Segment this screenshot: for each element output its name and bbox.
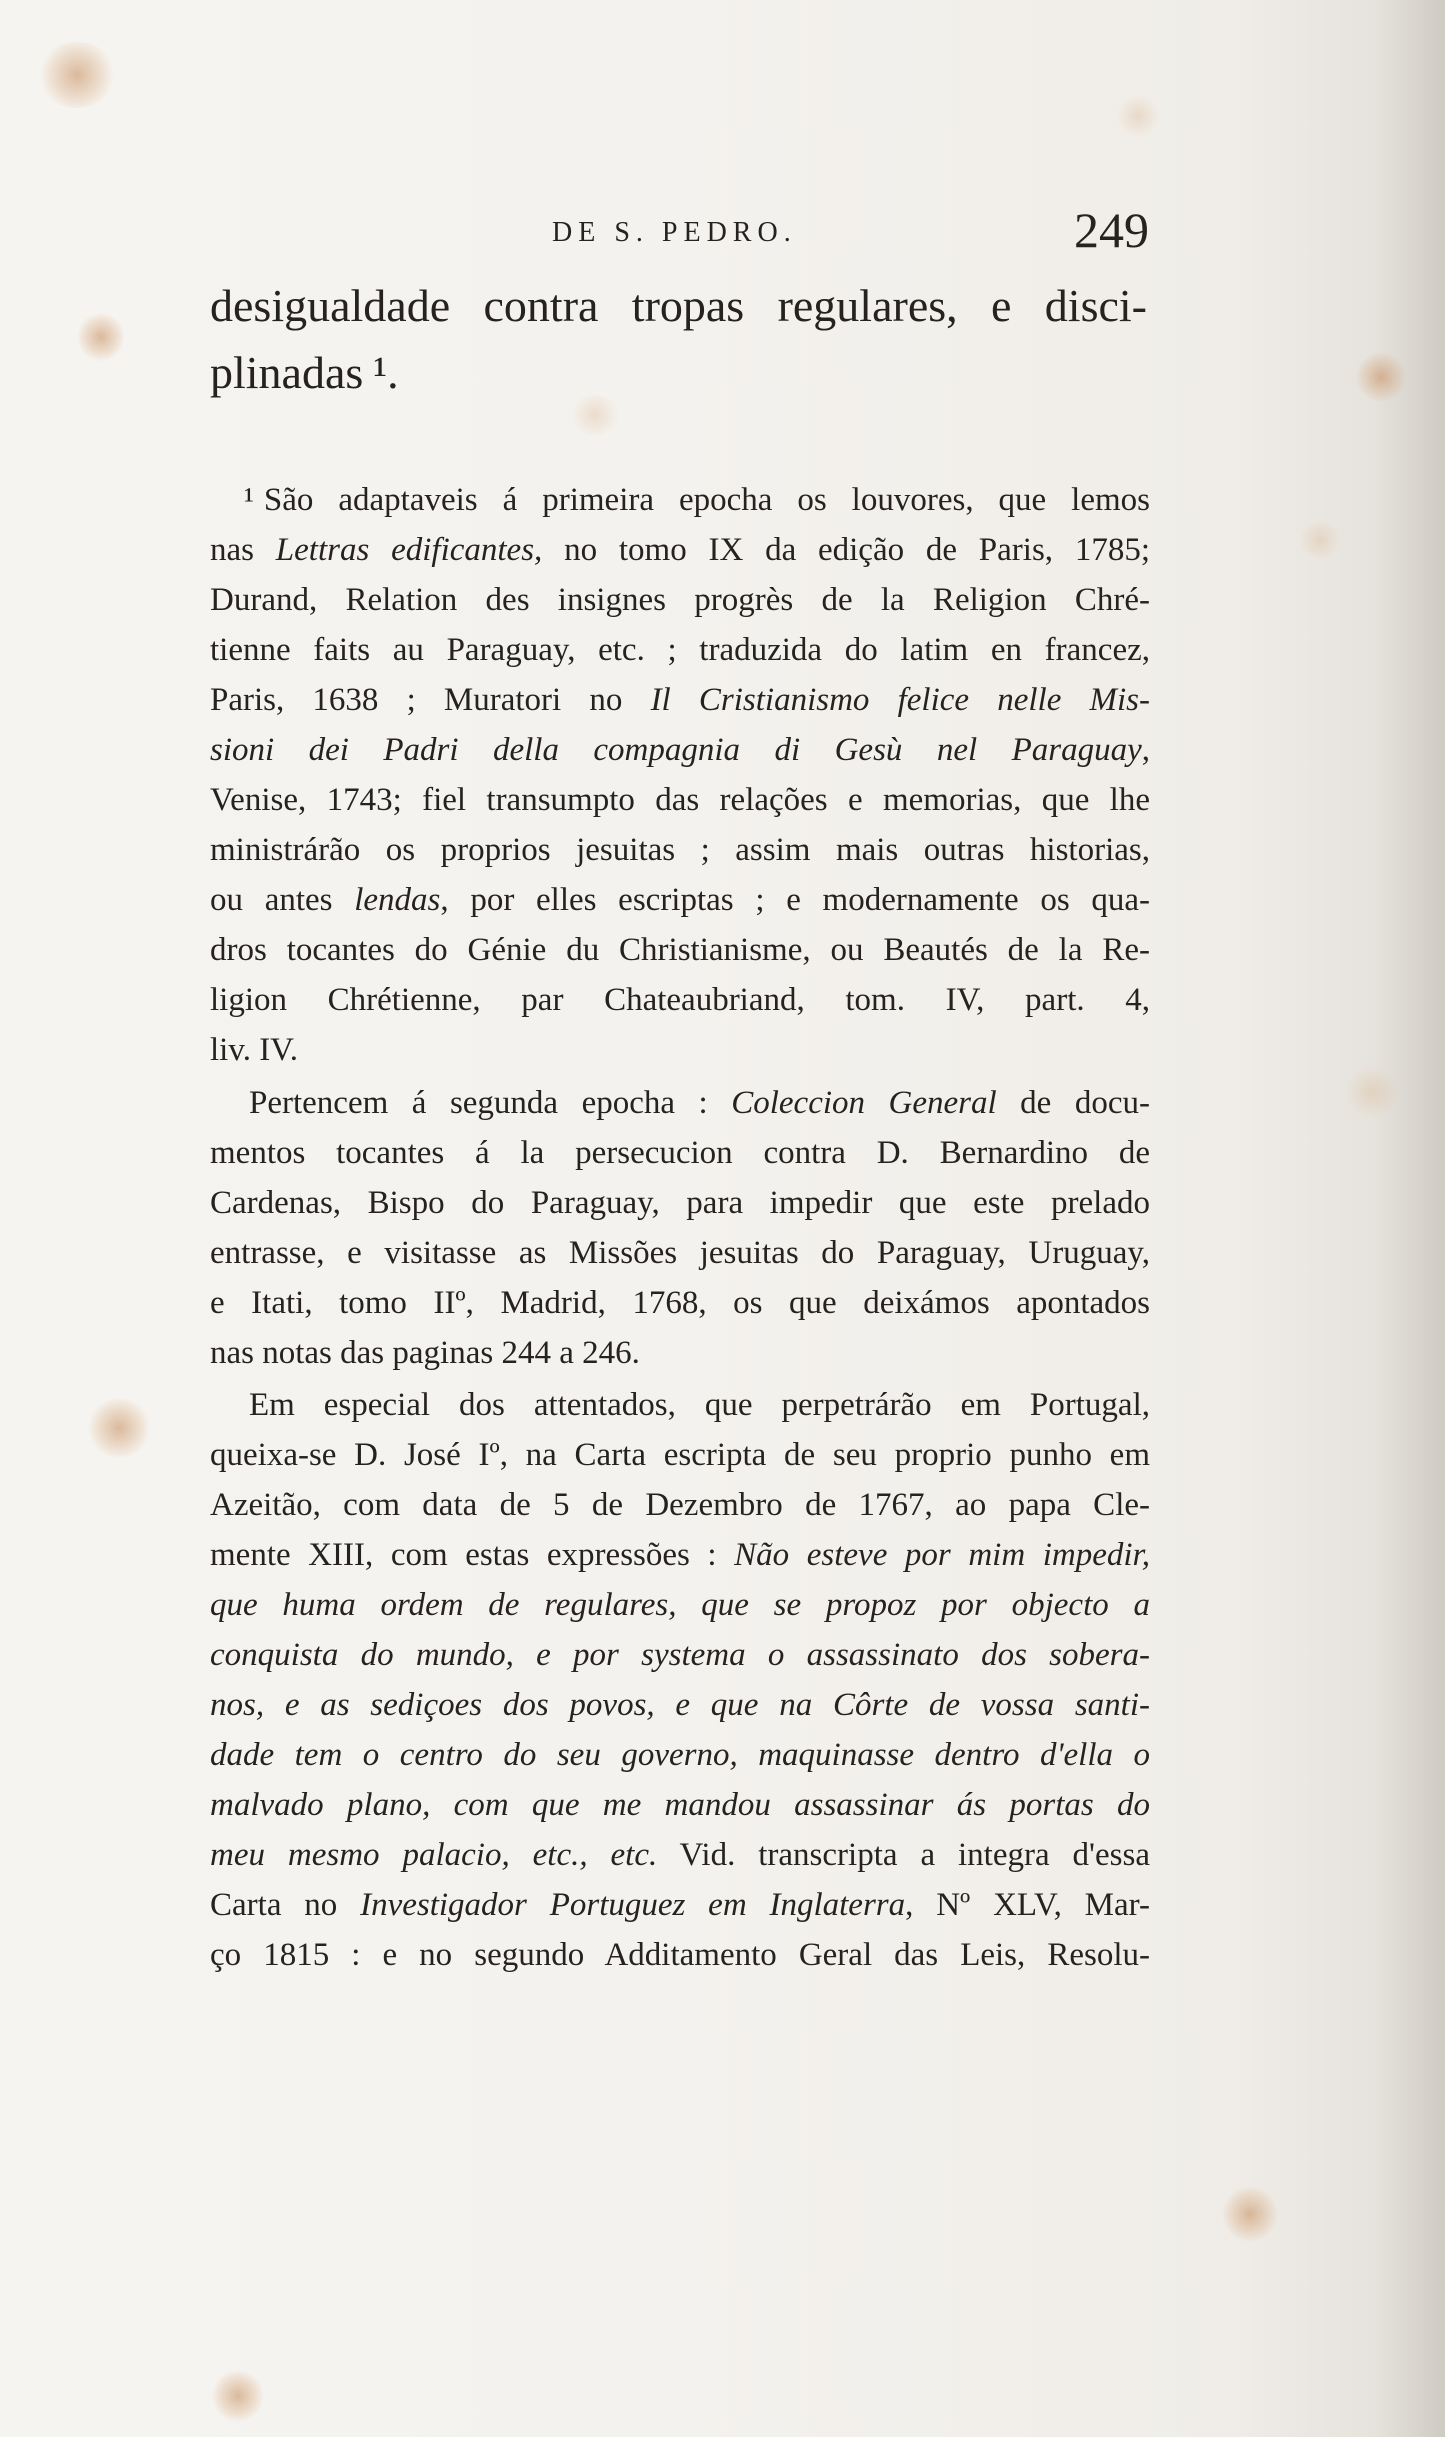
footnote-line [210,1380,1150,1430]
footnote-line [210,1078,1150,1128]
italic-text: dade tem o centro do seu governo, maquinasse dentro d'ella o [210,1737,1150,1773]
line-text: mentos tocantes á la persecucion contra D. Bernardino de [210,1135,1150,1171]
footnote-line [210,925,1150,975]
line-text: ço 1815 : e no segundo Additamento Geral das Leis, Resolu- [210,1937,1150,1973]
line-text: Venise, 1743; fiel transumpto das relações e memorias, que lhe [210,782,1150,818]
foxing-stain [1356,352,1406,402]
footnote-marker: ¹ [244,482,254,518]
italic-text: nos, e as sediçoes dos povos, e que na Côrte de vossa santi- [210,1687,1150,1723]
line-text: , Nº XLV, Mar- [905,1887,1150,1923]
line-text: Pertencem á segunda epocha : [249,1085,732,1121]
line-text: Vid. transcripta a integra d'essa [657,1837,1150,1873]
line-text: Cardenas, Bispo do Paraguay, para impedir que este prelado [210,1185,1150,1221]
foxing-stain [38,42,116,108]
footnote-line [210,1730,1150,1780]
italic-text: que huma ordem de regulares, que se propoz por objecto a [210,1587,1150,1623]
footnote-paragraph [210,475,1150,1075]
italic-text: Il Cristianismo felice nelle Mis- [650,682,1150,718]
line-text: e Itati, tomo IIº, Madrid, 1768, os que deixámos apontados [210,1285,1150,1321]
italic-text: malvado plano, com que me mandou assassinar ás portas do [210,1787,1150,1823]
italic-text: sioni dei Padri della compagnia di Gesù nel Paraguay [210,732,1142,768]
footnote-line [210,575,1150,625]
footnote-line [210,1025,1150,1075]
foxing-stain [1346,1066,1398,1118]
body-line [210,339,1147,406]
line-text: plinadas [210,347,364,398]
body-line [210,272,1147,339]
foxing-stain [1116,96,1160,136]
italic-text: Não esteve por mim impedir, [734,1537,1150,1573]
line-text: no tomo IX da edição de Paris, 1785; [542,532,1151,568]
line-text: Em especial dos attentados, que perpetrárão em Portugal, [249,1387,1150,1423]
footnote-paragraph [210,1078,1150,1378]
footnote-line [210,975,1150,1025]
footnote-line [210,1328,1150,1378]
line-text: dros tocantes do Génie du Christianisme, ou Beautés de la Re- [210,932,1150,968]
line-text: entrasse, e visitasse as Missões jesuitas do Paraguay, Uruguay, [210,1235,1150,1271]
line-text: liv. IV. [210,1032,299,1068]
line-text: ligion Chrétienne, par Chateaubriand, tom. IV, part. 4, [210,982,1150,1018]
line-text: , por elles escriptas ; e modernamente os qua- [440,882,1150,918]
line-text: desigualdade contra tropas regulares, e disci- [210,280,1147,331]
footnote-reference: ¹ [373,347,388,398]
body-text [210,272,1147,406]
footnote-line [210,525,1150,575]
footnote-line [210,1128,1150,1178]
line-text: Carta no [210,1887,361,1923]
foxing-stain [88,1398,150,1458]
footnote-line [210,1930,1150,1980]
footnote-line [210,1430,1150,1480]
footnote-line [210,1580,1150,1630]
footnote-line [210,1880,1150,1930]
line-text: de docu- [996,1085,1150,1121]
footnote-line [210,725,1150,775]
italic-text: Investigador Portuguez em Inglaterra [360,1887,906,1923]
line-text: Durand, Relation des insignes progrès de la Religion Chré- [210,582,1150,618]
footnote-line [210,875,1150,925]
line-text: . [387,347,399,398]
line-text: Paris, 1638 ; Muratori no [210,682,651,718]
footnote-line [210,1680,1150,1730]
footnote-paragraph [210,1380,1150,1980]
line-text: , [1141,732,1150,768]
footnote-line [210,1228,1150,1278]
foxing-stain [1300,520,1340,560]
footnote-line [210,825,1150,875]
page-number: 249 [1074,202,1149,258]
foxing-stain [1222,2186,1278,2242]
foxing-stain [212,2370,264,2422]
footnote-line [210,1278,1150,1328]
line-text: ou antes [210,882,355,918]
footnote-line [210,675,1150,725]
footnote-line [210,775,1150,825]
line-text: ministrárão os proprios jesuitas ; assim mais outras historias, [210,832,1150,868]
line-text: Azeitão, com data de 5 de Dezembro de 1767, ao papa Cle- [210,1487,1150,1523]
footnote-line [210,1480,1150,1530]
italic-text: meu mesmo palacio, etc., etc. [210,1837,658,1873]
line-text: nas [210,532,276,568]
footnote-line [210,1178,1150,1228]
italic-text: lendas [354,882,441,918]
footnote-line [210,475,1150,525]
footnote-line [210,1780,1150,1830]
italic-text: Lettras edificantes, [275,532,543,568]
italic-text: conquista do mundo, e por systema o assassinato dos sobera- [210,1637,1150,1673]
footnotes [210,475,1150,1980]
line-text: tienne faits au Paraguay, etc. ; traduzida do latim en francez, [210,632,1150,668]
foxing-stain [78,312,124,362]
line-text: São adaptaveis á primeira epocha os louvores, que lemos [263,482,1150,518]
footnote-line [210,625,1150,675]
line-text: mente XIII, com estas expressões : [210,1537,735,1573]
running-title: DE S. PEDRO. [552,217,797,248]
footnote-line [210,1630,1150,1680]
line-text: nas notas das paginas 244 a 246. [210,1335,640,1371]
footnote-line [210,1530,1150,1580]
italic-text: Coleccion General [731,1085,997,1121]
footnote-line [210,1830,1150,1880]
line-text: queixa-se D. José Iº, na Carta escripta de seu proprio punho em [210,1437,1150,1473]
